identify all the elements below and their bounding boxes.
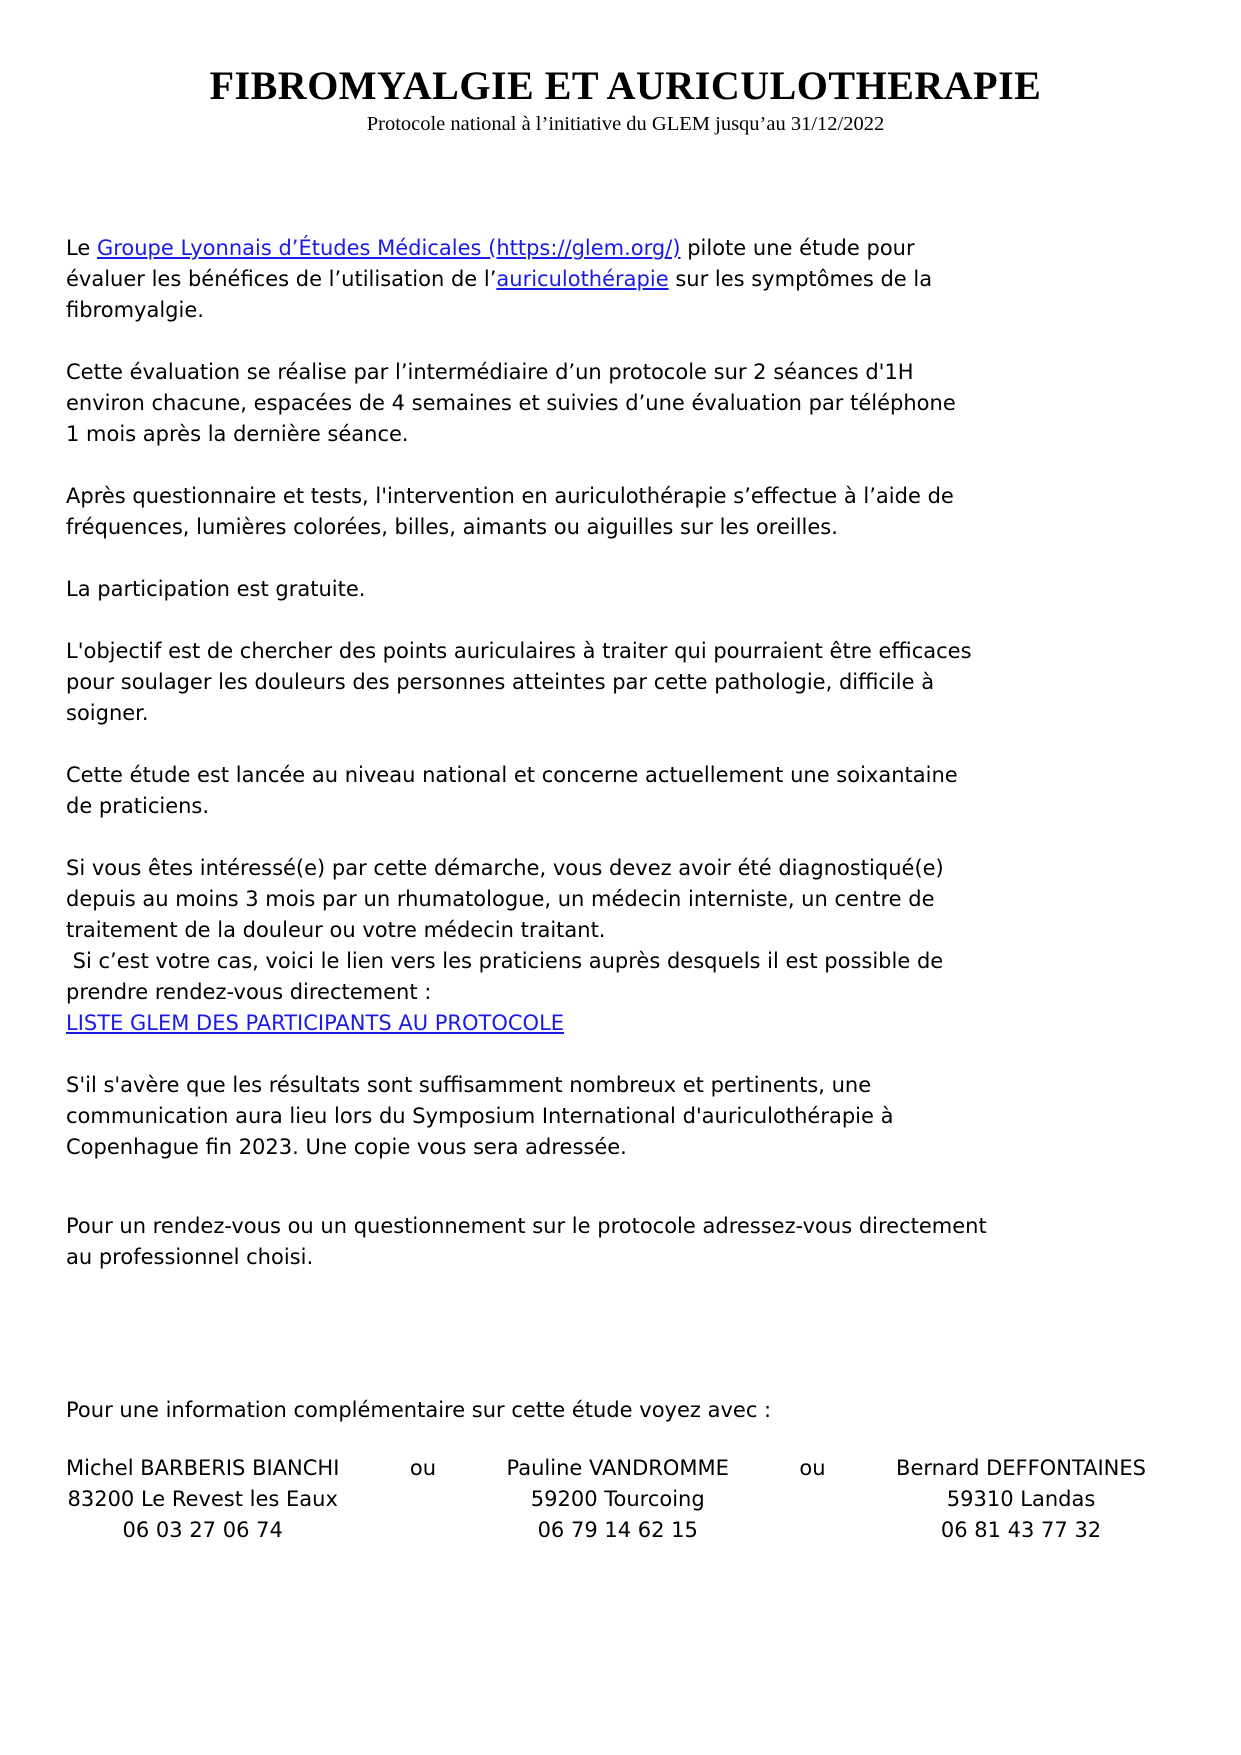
paragraph-intervention (66, 481, 1185, 543)
contact-michel-barberis-bianchi (66, 1453, 339, 1546)
text-line: Si vous êtes intéressé(e) par cette démarche, vous devez avoir été diagnostiqué(e) (66, 856, 944, 880)
text-line: environ chacune, espacées de 4 semaines et suivies d’une évaluation par téléphone (66, 391, 956, 415)
auriculotherapie-link[interactable]: auriculothérapie (496, 267, 669, 291)
text-line: La participation est gratuite. (66, 577, 366, 601)
paragraph-participation (66, 574, 1185, 605)
paragraph-information (66, 1395, 1185, 1426)
text-line: S'il s'avère que les résultats sont suffisamment nombreux et pertinents, une (66, 1073, 872, 1097)
contact-separator: ou (409, 1456, 437, 1480)
contact-city: 59310 Landas (946, 1487, 1096, 1511)
text-line: Si c’est votre cas, voici le lien vers les praticiens auprès desquels il est possible de (66, 949, 944, 973)
text-line (66, 233, 1185, 264)
text-line: communication aura lieu lors du Symposium International d'auriculothérapie à (66, 1104, 894, 1128)
contact-name: Pauline VANDROMME (506, 1456, 729, 1480)
intro-text-4: sur les symptômes de la (668, 267, 933, 291)
text-line: 1 mois après la dernière séance. (66, 422, 409, 446)
contact-phone: 06 79 14 62 15 (537, 1518, 698, 1542)
text-line: traitement de la douleur ou votre médecin traitant. (66, 918, 606, 942)
text-line: Cette évaluation se réalise par l’intermédiaire d’un protocole sur 2 séances d'1H (66, 360, 914, 384)
paragraph-etude (66, 760, 1185, 822)
glem-website-link[interactable]: Groupe Lyonnais d’Études Médicales (https://glem.org/) (96, 236, 681, 260)
liste-participants-link[interactable]: LISTE GLEM DES PARTICIPANTS AU PROTOCOLE (66, 1011, 565, 1035)
paragraph-interesse (66, 853, 1185, 1039)
contact-city: 83200 Le Revest les Eaux (67, 1487, 338, 1511)
contact-phone: 06 81 43 77 32 (940, 1518, 1102, 1542)
page-subtitle: Protocole national à l’initiative du GLEM jusqu’au 31/12/2022 (366, 113, 885, 135)
text-line (66, 1008, 1185, 1039)
contact-separator: ou (799, 1456, 826, 1480)
contact-pauline-vandromme (507, 1453, 729, 1546)
paragraph-objectif (66, 636, 1185, 729)
text-line: Cette étude est lancée au niveau national et concerne actuellement une soixantaine (66, 763, 958, 787)
text-line: depuis au moins 3 mois par un rhumatologue, un médecin interniste, un centre de (66, 887, 935, 911)
text-line: de praticiens. (66, 794, 210, 818)
text-line: au professionnel choisi. (66, 1245, 314, 1269)
contact-bernard-deffontaines (896, 1453, 1146, 1546)
text-line: pour soulager les douleurs des personnes atteintes par cette pathologie, difficile à (66, 670, 935, 694)
text-line: Copenhague fin 2023. Une copie vous sera adressée. (66, 1135, 627, 1159)
contact-phone: 06 03 27 06 74 (122, 1518, 283, 1542)
document-body (66, 233, 1185, 1546)
paragraph-intro (66, 233, 1185, 326)
text-line: fréquences, lumières colorées, billes, aimants ou aiguilles sur les oreilles. (66, 515, 838, 539)
paragraph-evaluation (66, 357, 1185, 450)
paragraph-resultats (66, 1070, 1185, 1163)
text-line: prendre rendez-vous directement : (66, 980, 432, 1004)
contact-name: Michel BARBERIS BIANCHI (66, 1456, 340, 1480)
page-title: FIBROMYALGIE ET AURICULOTHERAPIE (209, 63, 1042, 108)
intro-text-1: Le (66, 236, 97, 260)
text-line: Pour une information complémentaire sur cette étude voyez avec : (66, 1398, 772, 1422)
contact-city: 59200 Tourcoing (530, 1487, 705, 1511)
text-line: fibromyalgie. (66, 298, 204, 322)
paragraph-rendezvous (66, 1211, 1185, 1273)
text-line (66, 264, 1185, 295)
text-line: L'objectif est de chercher des points auriculaires à traiter qui pourraient être efficaces (66, 639, 972, 663)
contact-name: Bernard DEFFONTAINES (896, 1456, 1146, 1480)
intro-text-2: pilote une étude pour (680, 236, 915, 260)
text-line: soigner. (66, 701, 149, 725)
text-line: Pour un rendez-vous ou un questionnement sur le protocole adressez-vous directement (66, 1214, 987, 1238)
contacts-block (66, 1453, 1146, 1546)
text-line: Après questionnaire et tests, l'intervention en auriculothérapie s’effectue à l’aide de (66, 484, 954, 508)
intro-text-3: évaluer les bénéfices de l’utilisation de l’ (66, 267, 497, 291)
